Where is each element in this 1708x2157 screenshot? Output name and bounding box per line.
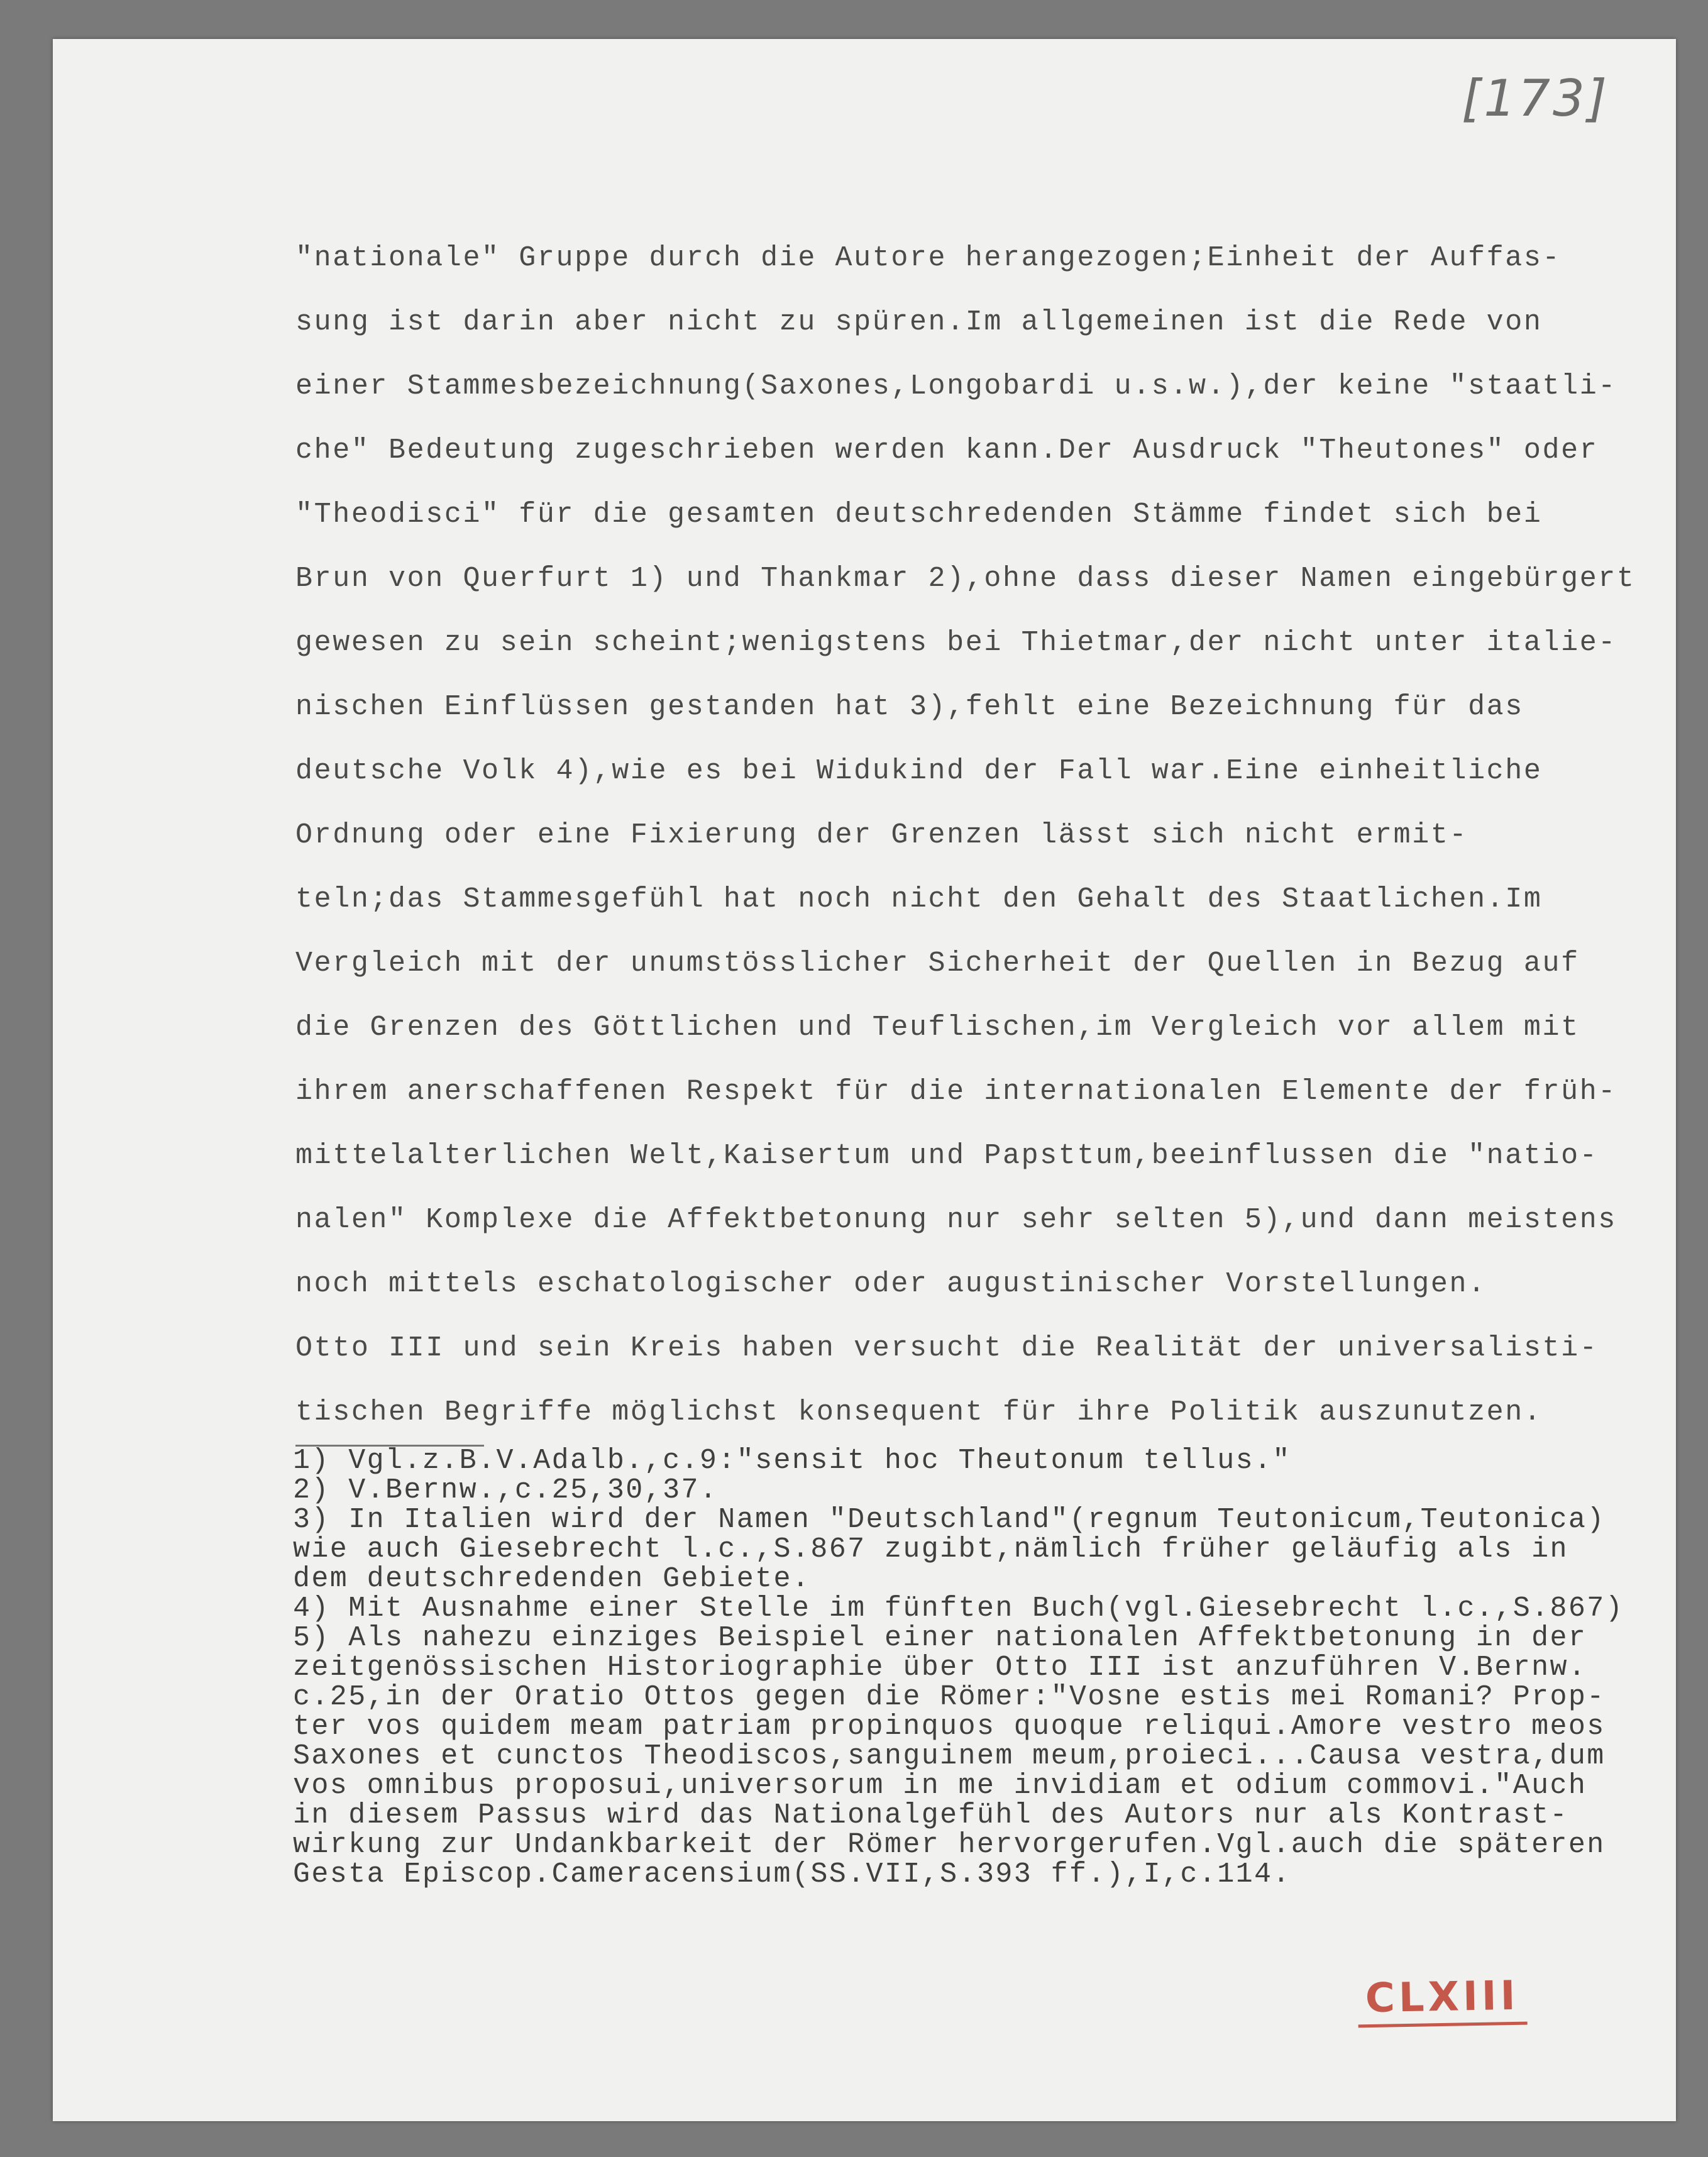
body-line: Otto III und sein Kreis haben versucht die Realität der universalisti- [295, 1332, 1599, 1364]
footnote-line: zeitgenössischen Historiographie über Otto III ist anzuführen V.Bernw. [293, 1652, 1587, 1684]
body-line: che" Bedeutung zugeschrieben werden kann.Der Ausdruck "Theutones" oder [295, 434, 1599, 466]
footnote-line: wie auch Giesebrecht l.c.,S.867 zugibt,nämlich früher geläufig als in [293, 1533, 1568, 1565]
body-line: einer Stammesbezeichnung(Saxones,Longobardi u.s.w.),der keine "staatli- [295, 370, 1617, 402]
page-number: [173] [1462, 69, 1610, 128]
body-line: gewesen zu sein scheint;wenigstens bei Thietmar,der nicht unter italie- [295, 627, 1617, 659]
footnotes [293, 1446, 1676, 1889]
body-line: ihrem anerschaffenen Respekt für die internationalen Elemente der früh- [295, 1076, 1617, 1108]
body-line: sung ist darin aber nicht zu spüren.Im allgemeinen ist die Rede von [295, 306, 1543, 338]
body-line: "nationale" Gruppe durch die Autore herangezogen;Einheit der Auffas- [295, 242, 1562, 274]
footnote-line: vos omnibus proposui,universorum in me invidiam et odium commovi."Auch [293, 1770, 1587, 1802]
body-line: die Grenzen des Göttlichen und Teuflischen,im Vergleich vor allem mit [295, 1012, 1580, 1044]
footnote-line: ter vos quidem meam patriam propinquos quoque reliqui.Amore vestro meos [293, 1711, 1606, 1743]
footnote-line: 5) Als nahezu einziges Beispiel einer nationalen Affektbetonung in der [293, 1622, 1587, 1654]
footnote-line: 3) In Italien wird der Namen "Deutschland"(regnum Teutonicum,Teutonica) [293, 1504, 1606, 1536]
body-line: Ordnung oder eine Fixierung der Grenzen lässt sich nicht ermit- [295, 819, 1468, 851]
footnote-line: Saxones et cunctos Theodiscos,sanguinem meum,proieci...Causa vestra,dum [293, 1740, 1606, 1772]
footnote-line: dem deutschredenden Gebiete. [293, 1563, 811, 1595]
body-line: mittelalterlichen Welt,Kaisertum und Papsttum,beeinflussen die "natio- [295, 1140, 1599, 1172]
body-line: Vergleich mit der unumstösslicher Sicherheit der Quellen in Bezug auf [295, 947, 1580, 979]
footnote-line: in diesem Passus wird das Nationalgefühl des Autors nur als Kontrast- [293, 1799, 1568, 1831]
body-line: tischen Begriffe möglichst konsequent für ihre Politik auszunutzen. [295, 1396, 1543, 1428]
body-line: teln;das Stammesgefühl hat noch nicht den Gehalt des Staatlichen.Im [295, 883, 1543, 915]
footnote-line: 1) Vgl.z.B.V.Adalb.,c.9:"sensit hoc Theutonum tellus." [293, 1445, 1291, 1477]
footnote-line: wirkung zur Undankbarkeit der Römer hervorgerufen.Vgl.auch die späteren [293, 1829, 1606, 1861]
body-line: nalen" Komplexe die Affektbetonung nur sehr selten 5),und dann meistens [295, 1204, 1617, 1236]
body-line: "Theodisci" für die gesamten deutschredenden Stämme findet sich bei [295, 499, 1543, 531]
body-line: deutsche Volk 4),wie es bei Widukind der Fall war.Eine einheitliche [295, 755, 1543, 787]
footnote-line: Gesta Episcop.Cameracensium(SS.VII,S.393 ff.),I,c.114. [293, 1858, 1291, 1890]
footnote-line: 2) V.Bernw.,c.25,30,37. [293, 1474, 719, 1506]
body-line: noch mittels eschatologischer oder augustinischer Vorstellungen. [295, 1268, 1487, 1300]
body-line: Brun von Querfurt 1) und Thankmar 2),ohne dass dieser Namen eingebürgert [295, 563, 1636, 595]
footnote-line: 4) Mit Ausnahme einer Stelle im fünften Buch(vgl.Giesebrecht l.c.,S.867) [293, 1592, 1624, 1625]
body-line: nischen Einflüssen gestanden hat 3),fehlt eine Bezeichnung für das [295, 691, 1524, 723]
body-text [295, 226, 1660, 1445]
archive-mark: CLXIII [1357, 1973, 1527, 2028]
footnote-line: c.25,in der Oratio Ottos gegen die Römer:"Vosne estis mei Romani? Prop- [293, 1681, 1606, 1713]
